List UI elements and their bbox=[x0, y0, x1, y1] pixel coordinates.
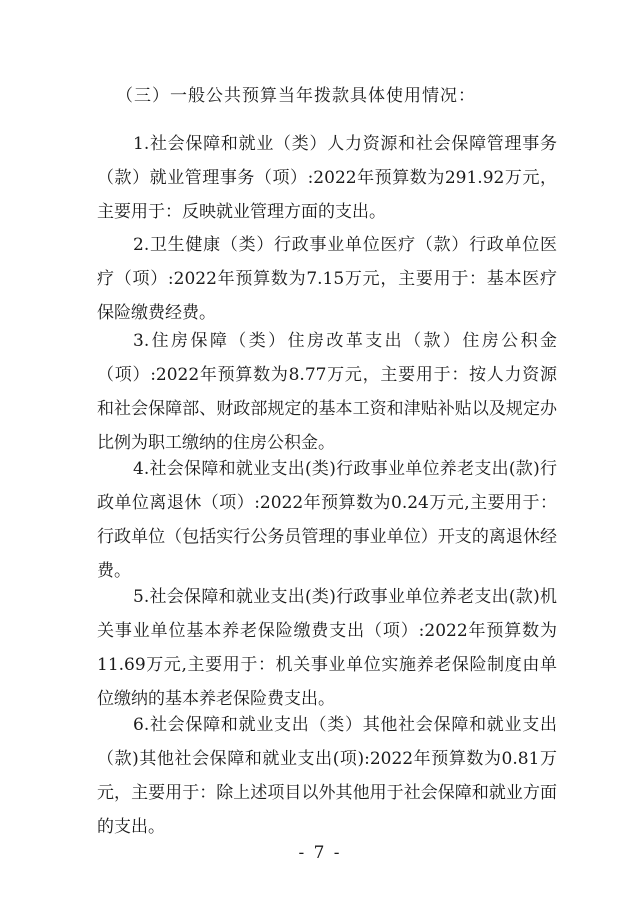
page-number: - 7 - bbox=[298, 843, 342, 863]
paragraph-6: 6.社会保障和就业支出（类）其他社会保障和就业支出（款)其他社会保障和就业支出(项):2022年预算数为0.81万元，主要用于：除上述项目以外其他用于社会保障和就业方面的支出。 bbox=[97, 715, 557, 837]
section-heading: （三）一般公共预算当年拨款具体使用情况： bbox=[116, 86, 476, 106]
paragraph-2: 2.卫生健康（类）行政事业单位医疗（款）行政单位医疗（项）:2022年预算数为7.15万元，主要用于：基本医疗保险缴费经费。 bbox=[97, 235, 557, 323]
paragraph-4: 4.社会保障和就业支出(类)行政事业单位养老支出(款)行政单位离退休（项）:2022年预算数为0.24万元,主要用于：行政单位（包括实行公务员管理的事业单位）开支的离退休经费。 bbox=[97, 459, 557, 581]
paragraph-3: 3.住房保障（类）住房改革支出（款）住房公积金（项）:2022年预算数为8.77万元，主要用于：按人力资源和社会保障部、财政部规定的基本工资和津贴补贴以及规定办比例为职工缴纳的住房公积金。 bbox=[97, 331, 557, 453]
paragraph-5: 5.社会保障和就业支出(类)行政事业单位养老支出(款)机关事业单位基本养老保险缴费支出（项）:2022年预算数为11.69万元,主要用于：机关事业单位实施养老保险制度由单位缴纳的基本养老保险费支出。 bbox=[97, 587, 557, 709]
paragraph-1: 1.社会保障和就业（类）人力资源和社会保障管理事务（款）就业管理事务（项）:2022年预算数为291.92万元，主要用于：反映就业管理方面的支出。 bbox=[97, 134, 557, 222]
